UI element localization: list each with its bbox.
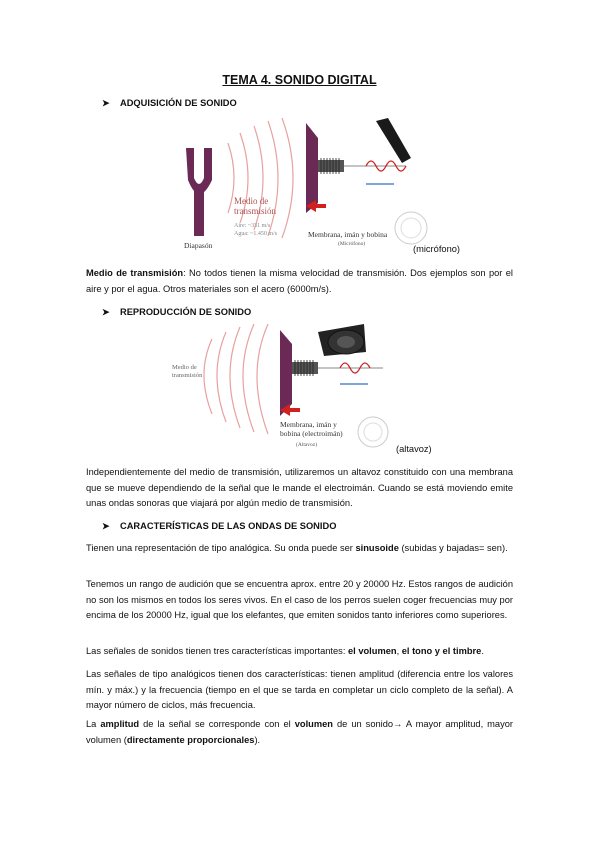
- paragraph-amplitud: La amplitud de la señal se corresponde con el volumen de un sonido→ A mayor amplitud, mayor volumen (directamente proporcionales).: [86, 719, 513, 745]
- paragraph-representacion: Tienen una representación de tipo analógica. Su onda puede ser sinusoide (subidas y bajadas= sen).: [86, 543, 508, 553]
- arrow-bullet-icon: ➤: [102, 98, 110, 108]
- page-title: TEMA 4. SONIDO DIGITAL: [222, 73, 377, 87]
- figure1-caption: (micrófono): [413, 244, 461, 254]
- speaker-figure: [168, 324, 408, 454]
- paragraph-senales-analogicas: Las señales de tipo analógicos tienen dos características: tienen amplitud (diferencia entre los valores mín. y máx.) y la frecuencia (tiempo en el que se tarda en completar un ciclo completo de la señal). A mayor número de ciclos, más frecuencia.: [86, 669, 513, 710]
- paragraph-caracteristicas: Las señales de sonidos tienen tres características importantes: el volumen, el tono y el timbre.: [86, 646, 484, 656]
- medio-label-2: Medio de transmisión: [172, 364, 203, 379]
- section-heading-adquisicion: ➤ ADQUISICIÓN DE SONIDO: [102, 98, 237, 108]
- membrana-label-2: Membrana, imán y bobina (electroimán): [280, 420, 343, 438]
- microphone-figure: [166, 118, 436, 258]
- right-arrow-icon: →: [393, 719, 403, 729]
- medio-label: Medio de transmisión: [234, 196, 276, 216]
- section-heading-reproduccion: ➤ REPRODUCCIÓN DE SONIDO: [102, 307, 252, 317]
- diapason-label: Diapasón: [184, 241, 213, 250]
- paragraph-altavoz: Independientemente del medio de transmisión, utilizaremos un altavoz constituido con una membrana que se mueve dependiendo de la señal que le mande el electroimán. Cuando se está moviendo emite unas ondas sonoras que viajará por algún medio de transmisión.: [86, 467, 513, 508]
- arrow-bullet-icon: ➤: [102, 307, 110, 317]
- figure2-caption: (altavoz): [396, 444, 432, 454]
- speed-labels: Aire: ~331 m/s Agua: ~1.450 m/s: [234, 223, 278, 237]
- arrow-bullet-icon: ➤: [102, 521, 110, 531]
- microphone-diagram: [166, 118, 436, 258]
- paragraph-rango-audicion: Tenemos un rango de audición que se encuentra aprox. entre 20 y 20000 Hz. Estos rangos de audición no son los mismos en todos los seres vivos. En el caso de los perros suelen coger frecuencias muy por encima de los 20000 Hz, igual que los elefantes, que emiten sonidos tanto inferiores como superiores.: [86, 579, 513, 620]
- microfono-small-label: (Micrófono): [338, 241, 366, 247]
- section-heading-caracteristicas: ➤ CARACTERÍSTICAS DE LAS ONDAS DE SONIDO: [102, 521, 337, 531]
- altavoz-small-label: (Altavoz): [296, 442, 318, 448]
- membrana-label: Membrana, imán y bobina: [308, 230, 388, 239]
- paragraph-medio: Medio de transmisión: No todos tienen la misma velocidad de transmisión. Dos ejemplos son por el aire y por el agua. Otros materiales son el acero (6000m/s).: [86, 268, 513, 294]
